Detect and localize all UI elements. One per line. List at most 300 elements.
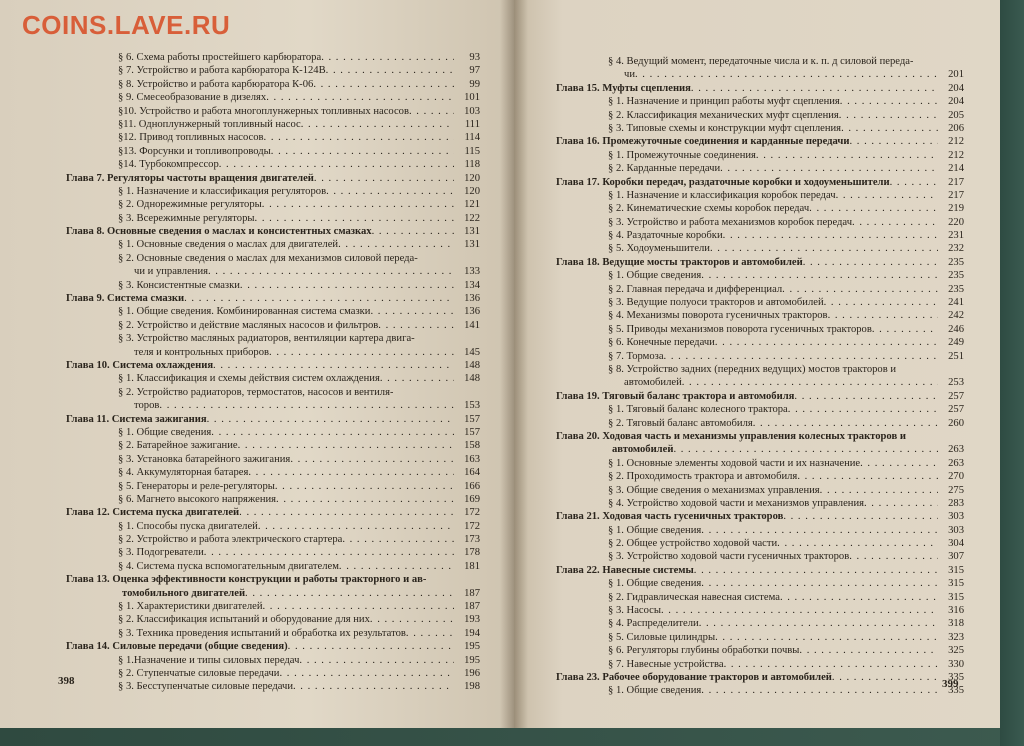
toc-entry-title: § 1. Общие сведения <box>608 524 702 536</box>
toc-leader-dots <box>890 176 938 189</box>
toc-leader-dots <box>426 573 454 586</box>
toc-section-entry <box>556 229 964 242</box>
toc-section-entry <box>66 145 480 158</box>
toc-leader-dots <box>290 453 454 466</box>
toc-section-entry <box>66 305 480 318</box>
toc-entry-title: Глава 12. Система пуска двигателей <box>66 507 240 519</box>
toc-leader-dots <box>326 185 454 198</box>
toc-entry-page: 307 <box>948 551 964 563</box>
toc-entry-page: 114 <box>464 132 480 144</box>
toc-entry-title: § 2. Главная передача и дифференциал <box>608 283 783 295</box>
toc-section-entry <box>556 644 964 657</box>
toc-entry-page: 205 <box>948 109 964 121</box>
toc-section-entry <box>556 376 964 389</box>
toc-entry-title: § 2. Устройство и действие масляных насосов и фильтров <box>118 319 379 331</box>
toc-entry-title: § 2. Ступенчатые силовые передачи <box>118 667 280 679</box>
toc-entry-page: 214 <box>948 163 964 175</box>
toc-entry-title: § 1. Общие сведения <box>608 270 702 282</box>
toc-entry-title: § 1. Назначение и классификация коробок передач <box>608 189 836 201</box>
toc-section-entry <box>66 600 480 613</box>
toc-section-entry <box>66 439 480 452</box>
toc-entry-title: § 9. Смесеобразование в дизелях <box>118 92 267 104</box>
toc-entry-page: 263 <box>948 457 964 469</box>
toc-entry-title: Глава 13. Оценка эффективности конструкции и работы тракторного и ав- <box>66 574 427 586</box>
toc-section-entry <box>66 238 480 251</box>
toc-entry-page: 93 <box>469 52 480 63</box>
toc-entry-title: § 1. Общие сведения <box>608 685 702 697</box>
toc-entry-page: 118 <box>464 159 480 171</box>
toc-leader-dots <box>184 292 454 305</box>
toc-leader-dots <box>204 546 454 559</box>
toc-entry-title: § 2. Батарейное зажигание <box>118 440 238 452</box>
toc-entry-title: Глава 21. Ходовая часть гусеничных тракторов <box>556 511 784 523</box>
toc-section-entry <box>556 403 964 416</box>
toc-entry-page: 194 <box>464 627 480 639</box>
toc-entry-title: § 3. Подогреватели <box>118 547 204 559</box>
toc-leader-dots <box>213 359 454 372</box>
toc-section-entry <box>66 453 480 466</box>
toc-section-entry <box>66 627 480 640</box>
toc-section-entry <box>556 363 964 376</box>
toc-entry-page: 120 <box>464 172 480 184</box>
toc-entry-page: 120 <box>464 185 480 197</box>
toc-entry-title: § 4. Механизмы поворота гусеничных тракторов <box>608 310 828 322</box>
toc-leader-dots <box>724 658 938 671</box>
toc-section-entry <box>556 109 964 122</box>
toc-leader-dots <box>691 82 938 95</box>
toc-section-entry <box>66 667 480 680</box>
toc-leader-dots <box>275 480 454 493</box>
toc-entry-title: § 1. Основные элементы ходовой части и их назначение <box>608 457 861 469</box>
toc-leader-dots <box>264 131 454 144</box>
toc-entry-page: 335 <box>948 685 964 697</box>
toc-leader-dots <box>159 399 454 412</box>
toc-leader-dots <box>314 172 454 185</box>
toc-section-entry <box>66 78 480 91</box>
toc-entry-page: 251 <box>948 350 964 362</box>
toc-leader-dots <box>701 524 938 537</box>
toc-leader-dots <box>338 238 454 251</box>
toc-entry-page: 158 <box>464 440 480 452</box>
toc-entry-page: 101 <box>464 92 480 104</box>
toc-entry-title: § 2. Гидравлическая навесная система <box>608 591 780 603</box>
toc-leader-dots <box>701 577 938 590</box>
toc-right-column <box>556 55 964 698</box>
toc-entry-page: 153 <box>464 400 480 412</box>
toc-entry-title: Глава 15. Муфты сцепления <box>556 82 691 94</box>
toc-entry-title: Глава 17. Коробки передач, раздаточные коробки и ходоуменьшители <box>556 176 890 188</box>
toc-chapter-entry <box>556 135 964 148</box>
toc-entry-page: 263 <box>948 444 964 456</box>
toc-leader-dots <box>211 426 454 439</box>
toc-section-entry <box>556 242 964 255</box>
toc-entry-title: § 6. Схема работы простейшего карбюратора <box>118 52 322 63</box>
toc-entry-page: 204 <box>948 82 964 94</box>
toc-entry-title: § 1. Общие сведения <box>608 578 702 590</box>
toc-entry-page <box>454 332 480 345</box>
toc-leader-dots <box>339 560 454 573</box>
toc-leader-dots <box>342 533 454 546</box>
toc-entry-page: 315 <box>948 578 964 590</box>
toc-chapter-entry <box>66 587 480 600</box>
toc-leader-dots <box>782 283 938 296</box>
toc-entry-title: §14. Турбокомпрессор <box>118 159 219 171</box>
toc-leader-dots <box>839 109 938 122</box>
toc-leader-dots <box>208 265 454 278</box>
toc-entry-title: Глава 9. Система смазки <box>66 293 185 305</box>
toc-leader-dots <box>301 118 454 131</box>
toc-entry-title: § 1. Назначение и принцип работы муфт сцепления <box>608 96 840 108</box>
toc-section-entry <box>556 591 964 604</box>
toc-section-entry <box>556 162 964 175</box>
toc-entry-page: 122 <box>464 212 480 224</box>
toc-entry-title: § 3. Бесступенчатые силовые передачи <box>118 681 293 693</box>
toc-leader-dots <box>415 332 454 345</box>
toc-entry-title: автомобилей <box>624 377 682 389</box>
cover-edge <box>1000 0 1024 746</box>
toc-leader-dots <box>832 671 938 684</box>
toc-entry-title: § 6. Конечные передачи <box>608 337 715 349</box>
toc-leader-dots <box>788 403 938 416</box>
toc-entry-page: 260 <box>948 417 964 429</box>
toc-leader-dots <box>913 55 938 68</box>
toc-leader-dots <box>841 122 938 135</box>
toc-entry-page: 275 <box>948 484 964 496</box>
toc-entry-title: § 1. Классификация и схемы действия систем охлаждения <box>118 373 380 385</box>
toc-section-entry <box>66 158 480 171</box>
toc-entry-page: 136 <box>464 306 480 318</box>
toc-section-entry <box>66 105 480 118</box>
toc-leader-dots <box>207 413 454 426</box>
toc-entry-title: томобильного двигателей <box>122 587 246 599</box>
toc-entry-title: § 2. Проходимость трактора и автомобиля <box>608 471 798 483</box>
toc-section-entry <box>556 457 964 470</box>
toc-section-entry <box>66 279 480 292</box>
toc-leader-dots <box>896 363 938 376</box>
toc-section-entry <box>556 484 964 497</box>
toc-section-entry <box>66 185 480 198</box>
toc-leader-dots <box>803 256 938 269</box>
toc-entry-title: Глава 11. Система зажигания <box>66 413 207 425</box>
toc-section-entry <box>556 604 964 617</box>
toc-entry-page: 232 <box>948 243 964 255</box>
toc-entry-page: 157 <box>464 413 480 425</box>
toc-entry-page: 181 <box>464 560 480 572</box>
toc-entry-title: § 1. Способы пуска двигателей <box>118 520 258 532</box>
toc-entry-page: 193 <box>464 614 480 626</box>
toc-entry-page: 173 <box>464 534 480 546</box>
toc-leader-dots <box>269 346 454 359</box>
toc-entry-title: § 2. Общее устройство ходовой части <box>608 538 778 550</box>
toc-entry-page: 157 <box>464 426 480 438</box>
toc-chapter-entry <box>556 430 964 443</box>
toc-entry-title: торов <box>134 400 160 412</box>
toc-leader-dots <box>370 305 454 318</box>
toc-entry-page: 187 <box>464 601 480 613</box>
toc-entry-page: 115 <box>464 145 480 157</box>
toc-chapter-entry <box>556 82 964 95</box>
toc-entry-page: 212 <box>948 136 964 148</box>
toc-section-entry <box>556 122 964 135</box>
toc-entry-title: § 1. Назначение и классификация регуляторов <box>118 185 327 197</box>
toc-leader-dots <box>872 323 938 336</box>
toc-section-entry <box>66 520 480 533</box>
toc-entry-page: 145 <box>464 346 480 358</box>
toc-entry-page: 131 <box>464 226 480 238</box>
toc-leader-dots <box>682 376 938 389</box>
toc-entry-title: § 3. Техника проведения испытаний и обработка их результатов <box>118 627 406 639</box>
toc-entry-title: Глава 18. Ведущие мосты тракторов и автомобилей <box>556 256 803 268</box>
toc-leader-dots <box>263 600 455 613</box>
toc-entry-page: 133 <box>464 266 480 278</box>
toc-section-entry <box>556 470 964 483</box>
toc-section-entry <box>66 533 480 546</box>
toc-section-entry <box>66 613 480 626</box>
toc-entry-page: 136 <box>464 293 480 305</box>
toc-chapter-entry <box>556 510 964 523</box>
toc-entry-page: 241 <box>948 297 964 309</box>
toc-chapter-entry <box>556 390 964 403</box>
toc-entry-title: § 3. Устройство масляных радиаторов, вентиляции картера двига- <box>118 333 415 345</box>
toc-entry-page <box>454 573 480 586</box>
toc-leader-dots <box>794 390 938 403</box>
toc-leader-dots <box>271 145 454 158</box>
toc-entry-page: 323 <box>948 631 964 643</box>
toc-entry-title: § 3. Установка батарейного зажигания <box>118 453 291 465</box>
toc-leader-dots <box>715 631 938 644</box>
toc-entry-page: 315 <box>948 564 964 576</box>
toc-leader-dots <box>406 627 454 640</box>
toc-entry-title: § 4. Система пуска вспомогательным двигателем <box>118 560 339 572</box>
toc-entry-page: 325 <box>948 645 964 657</box>
toc-entry-page: 246 <box>948 323 964 335</box>
toc-entry-page: 131 <box>464 239 480 251</box>
toc-entry-title: § 5. Ходоуменьшители <box>608 243 710 255</box>
toc-entry-title: § 3. Всережимные регуляторы <box>118 212 255 224</box>
toc-entry-title: § 5. Силовые цилиндры <box>608 631 716 643</box>
toc-entry-page: 204 <box>948 96 964 108</box>
toc-section-entry <box>556 296 964 309</box>
toc-section-entry <box>556 537 964 550</box>
toc-entry-page: 103 <box>464 105 480 117</box>
toc-leader-dots <box>783 510 938 523</box>
toc-chapter-entry <box>556 443 964 456</box>
toc-entry-title: Глава 20. Ходовая часть и механизмы управления колесных тракторов и <box>556 430 906 442</box>
toc-entry-title: §13. Форсунки и топливопроводы <box>118 145 271 157</box>
toc-entry-title: § 2. Классификация механических муфт сцепления <box>608 109 839 121</box>
toc-leader-dots <box>840 95 938 108</box>
toc-entry-title: чи и управления <box>134 266 208 278</box>
toc-entry-page: 141 <box>464 319 480 331</box>
toc-chapter-entry <box>556 564 964 577</box>
toc-leader-dots <box>326 64 454 77</box>
toc-section-entry <box>66 546 480 559</box>
toc-leader-dots <box>836 189 938 202</box>
toc-section-entry <box>66 319 480 332</box>
toc-leader-dots <box>635 68 938 81</box>
toc-entry-title: теля и контрольных приборов <box>134 346 270 358</box>
toc-chapter-entry <box>556 256 964 269</box>
toc-leader-dots <box>701 269 938 282</box>
toc-leader-dots <box>321 51 454 64</box>
toc-entry-page: 242 <box>948 310 964 322</box>
toc-section-entry <box>556 617 964 630</box>
toc-chapter-entry <box>66 640 480 653</box>
toc-section-entry <box>556 336 964 349</box>
toc-leader-dots <box>780 591 938 604</box>
toc-chapter-entry <box>66 225 480 238</box>
toc-leader-dots <box>723 229 938 242</box>
toc-entry-page: 335 <box>948 671 964 683</box>
toc-entry-title: § 4. Устройство ходовой части и механизмов управления <box>608 497 864 509</box>
toc-leader-dots <box>393 386 454 399</box>
toc-leader-dots <box>906 430 938 443</box>
toc-entry-title: Глава 7. Регуляторы частоты вращения двигателей <box>66 172 314 184</box>
toc-entry-title: § 4. Раздаточные коробки <box>608 230 723 242</box>
toc-section-entry <box>556 684 964 697</box>
toc-leader-dots <box>864 497 938 510</box>
book-gutter <box>500 0 528 728</box>
toc-entry-page: 169 <box>464 493 480 505</box>
toc-leader-dots <box>380 372 454 385</box>
toc-section-entry <box>66 252 480 265</box>
toc-entry-title: §11. Одноплунжерный топливный насос <box>118 118 301 130</box>
toc-leader-dots <box>799 644 938 657</box>
toc-entry-title: § 2. Устройство радиаторов, термостатов, насосов и вентиля- <box>118 386 394 398</box>
toc-section-entry <box>556 631 964 644</box>
toc-entry-title: § 7. Навесные устройства <box>608 658 724 670</box>
toc-leader-dots <box>797 470 938 483</box>
toc-leader-dots <box>245 587 454 600</box>
toc-section-entry <box>66 372 480 385</box>
toc-entry-title: § 3. Устройство ходовой части гусеничных тракторов <box>608 551 850 563</box>
toc-section-entry <box>556 309 964 322</box>
toc-entry-title: § 1. Характеристики двигателей <box>118 601 263 613</box>
toc-leader-dots <box>860 457 938 470</box>
toc-section-entry <box>556 216 964 229</box>
toc-entry-title: § 3. Консистентные смазки <box>118 279 240 291</box>
toc-section-entry <box>66 265 480 278</box>
toc-entry-title: § 5. Приводы механизмов поворота гусеничных тракторов <box>608 323 872 335</box>
toc-leader-dots <box>258 520 454 533</box>
toc-entry-title: § 1. Основные сведения о маслах для двигателей <box>118 239 339 251</box>
toc-entry-title: § 1.Назначение и типы силовых передач <box>118 654 300 666</box>
toc-entry-page: 134 <box>464 279 480 291</box>
toc-section-entry <box>556 202 964 215</box>
toc-entry-title: § 2. Устройство и работа электрического стартера <box>118 534 343 546</box>
toc-entry-title: § 3. Устройство и работа механизмов коробок передач <box>608 216 853 228</box>
toc-leader-dots <box>756 149 938 162</box>
toc-leader-dots <box>720 162 938 175</box>
toc-entry-title: § 2. Тяговый баланс автомобиля <box>608 417 753 429</box>
toc-entry-title: §10. Устройство и работа многоплунжерных топливных насосов <box>118 105 409 117</box>
toc-leader-dots <box>852 216 938 229</box>
toc-entry-page <box>938 363 964 376</box>
toc-chapter-entry <box>66 359 480 372</box>
toc-leader-dots <box>313 78 454 91</box>
toc-entry-page: 316 <box>948 605 964 617</box>
toc-entry-title: § 6. Регуляторы глубины обработки почвы <box>608 645 800 657</box>
toc-entry-title: § 1. Общие сведения <box>118 426 212 438</box>
toc-entry-page: 257 <box>948 390 964 402</box>
toc-entry-title: § 2. Кинематические схемы коробок передач <box>608 203 810 215</box>
toc-entry-title: автомобилей <box>612 444 674 456</box>
toc-entry-title: §12. Привод топливных насосов <box>118 132 264 144</box>
toc-leader-dots <box>849 550 938 563</box>
toc-leader-dots <box>248 466 454 479</box>
toc-section-entry <box>556 417 964 430</box>
toc-leader-dots <box>710 242 938 255</box>
toc-leader-dots <box>370 613 454 626</box>
toc-entry-title: Глава 14. Силовые передачи (общие сведения) <box>66 641 288 653</box>
toc-section-entry <box>66 64 480 77</box>
toc-leader-dots <box>378 319 454 332</box>
toc-leader-dots <box>820 484 938 497</box>
toc-section-entry <box>66 91 480 104</box>
toc-leader-dots <box>753 417 938 430</box>
toc-section-entry <box>556 497 964 510</box>
toc-leader-dots <box>409 105 454 118</box>
toc-entry-page: 270 <box>948 471 964 483</box>
toc-leader-dots <box>809 202 938 215</box>
toc-entry-page: 253 <box>948 377 964 389</box>
toc-entry-page: 97 <box>469 65 480 77</box>
page-number-left: 398 <box>58 675 75 687</box>
toc-entry-page: 172 <box>464 507 480 519</box>
toc-entry-page: 164 <box>464 467 480 479</box>
toc-section-entry <box>556 283 964 296</box>
toc-section-entry <box>66 480 480 493</box>
toc-entry-title: § 3. Насосы <box>608 605 661 617</box>
toc-entry-page: 249 <box>948 337 964 349</box>
toc-leader-dots <box>828 309 938 322</box>
toc-entry-title: Глава 8. Основные сведения о маслах и консистентных смазках <box>66 226 372 238</box>
toc-leader-dots <box>372 225 454 238</box>
toc-entry-page: 257 <box>948 404 964 416</box>
toc-entry-page: 163 <box>464 453 480 465</box>
toc-leader-dots <box>288 640 454 653</box>
toc-leader-dots <box>299 654 454 667</box>
toc-entry-title: § 2. Карданные передачи <box>608 163 721 175</box>
toc-entry-title: Глава 10. Система охлаждения <box>66 359 214 371</box>
toc-section-entry <box>556 269 964 282</box>
toc-leader-dots <box>699 617 938 630</box>
toc-section-entry <box>66 51 480 64</box>
toc-entry-page: 217 <box>948 189 964 201</box>
toc-leader-dots <box>293 680 454 693</box>
toc-section-entry <box>556 189 964 202</box>
toc-entry-title: § 3. Общие сведения о механизмах управления <box>608 484 820 496</box>
toc-entry-title: § 4. Распределители <box>608 618 699 630</box>
toc-chapter-entry <box>66 172 480 185</box>
toc-entry-title: § 8. Устройство и работа карбюратора К-06 <box>118 78 314 90</box>
toc-entry-title: § 4. Ведущий момент, передаточные числа и к. п. д силовой переда- <box>608 56 914 67</box>
toc-section-entry <box>66 386 480 399</box>
toc-leader-dots <box>715 336 938 349</box>
toc-entry-title: § 2. Однорежимные регуляторы <box>118 199 262 211</box>
toc-chapter-entry <box>556 671 964 684</box>
watermark-logo: COINS.LAVE.RU <box>22 10 231 40</box>
toc-entry-title: § 7. Тормоза <box>608 350 664 362</box>
toc-leader-dots <box>701 684 938 697</box>
toc-entry-page: 178 <box>464 547 480 559</box>
toc-leader-dots <box>219 158 454 171</box>
toc-leader-dots <box>276 493 454 506</box>
toc-chapter-entry <box>66 506 480 519</box>
toc-section-entry <box>66 466 480 479</box>
toc-section-entry <box>66 493 480 506</box>
toc-section-entry <box>66 560 480 573</box>
